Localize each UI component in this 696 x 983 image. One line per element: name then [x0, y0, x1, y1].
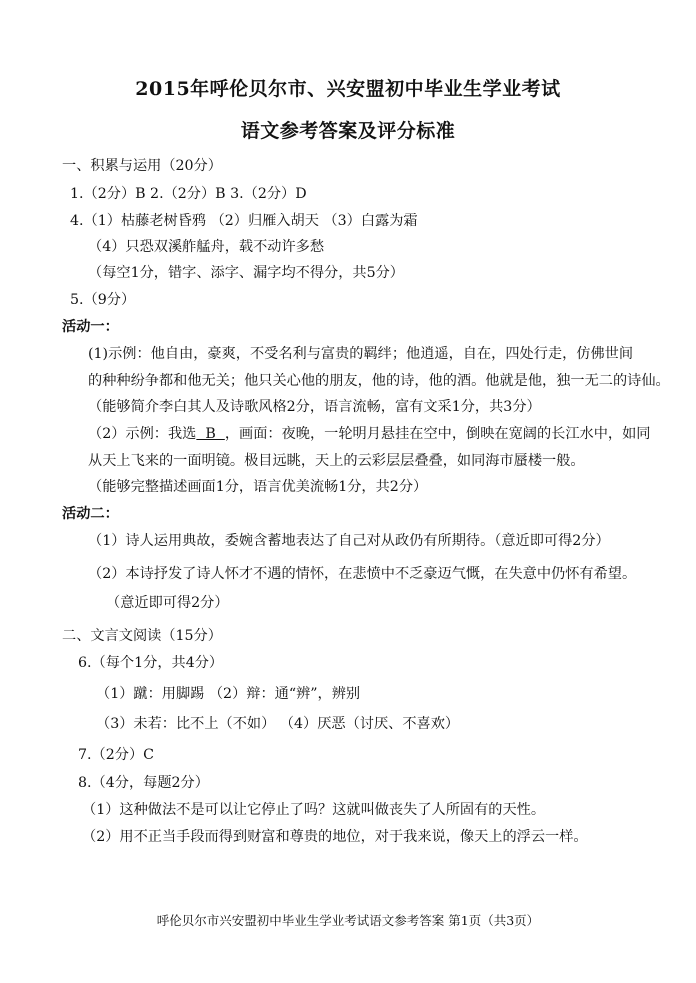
answer-4-line-1: 4.（1）枯藤老树昏鸦 （2）归雁入胡天 （3）白露为霜: [70, 213, 418, 229]
answer-5-heading: 5.（9分）: [70, 292, 136, 308]
activity-1-answer-2-line-1: [88, 424, 650, 444]
section-1-heading: 一、积累与运用（20分）: [62, 158, 222, 174]
activity-2-answer-1: （1）诗人运用典故，委婉含蓄地表达了自己对从政仍有所期待。（意近即可得2分）: [88, 533, 610, 549]
answer-2-rest: ，画面：夜晚，一轮明月悬挂在空中，倒映在宽阔的长江水中，如同: [224, 426, 651, 442]
activity-1-answer-1-line-1: (1)示例：他自由，豪爽，不受名利与富贵的羁绊；他逍遥，自在，四处行走，仿佛世间: [88, 346, 634, 362]
answer-6-line-1: （1）蹴：用脚踢 （2）辩：通“辨”，辨别: [96, 686, 361, 702]
activity-1-answer-1-line-2: 的种种纷争都和他无关；他只关心他的朋友，他的诗，他的酒。他就是他，独一无二的诗仙。: [88, 373, 670, 389]
answer-8-line-1: （1）这种做法不是可以让它停止了吗？这就叫做丧失了人所固有的天性。: [82, 802, 546, 818]
answer-8-heading: 8.（4分，每题2分）: [78, 775, 209, 791]
activity-2-heading: 活动二：: [62, 506, 119, 522]
answer-4-line-2: （4）只恐双溪舴艋舟，载不动许多愁: [88, 239, 325, 255]
page-footer: 呼伦贝尔市兴安盟初中毕业生学业考试语文参考答案 第1页（共3页）: [156, 913, 540, 928]
answer-8-line-2: （2）用不正当手段而得到财富和尊贵的地位，对于我来说，像天上的浮云一样。: [82, 829, 588, 845]
answer-2-prefix: （2）示例：我选: [88, 426, 197, 442]
activity-1-answer-2-line-2: 从天上飞来的一面明镜。极目远眺，天上的云彩层层叠叠，如同海市蜃楼一般。: [88, 453, 585, 469]
activity-1-heading: 活动一：: [62, 319, 119, 335]
activity-2-answer-2-line-2: （意近即可得2分）: [106, 595, 229, 611]
answer-4-scoring-note: （每空1分，错字、添字、漏字均不得分，共5分）: [88, 265, 404, 281]
document-title: 2015年呼伦贝尔市、兴安盟初中毕业生学业考试: [135, 78, 561, 100]
activity-1-answer-1-scoring-note: （能够简介李白其人及诗歌风格2分，语言流畅，富有文采1分，共3分）: [88, 399, 541, 415]
answer-6-line-2: （3）未若：比不上（不如） （4）厌恶（讨厌、不喜欢）: [96, 716, 460, 732]
answer-7: 7.（2分）C: [78, 747, 154, 763]
answer-2-choice: B: [196, 426, 225, 442]
activity-1-answer-2-scoring-note: （能够完整描述画面1分，语言优美流畅1分，共2分）: [88, 479, 428, 495]
answer-6-heading: 6.（每个1分，共4分）: [78, 655, 224, 671]
document-subtitle: 语文参考答案及评分标准: [240, 120, 456, 142]
answers-1-3: 1.（2分）B 2.（2分）B 3.（2分）D: [70, 186, 307, 202]
section-2-heading: 二、文言文阅读（15分）: [62, 628, 222, 644]
activity-2-answer-2-line-1: （2）本诗抒发了诗人怀才不遇的情怀，在悲愤中不乏豪迈气慨，在失意中仍怀有希望。: [88, 566, 637, 582]
